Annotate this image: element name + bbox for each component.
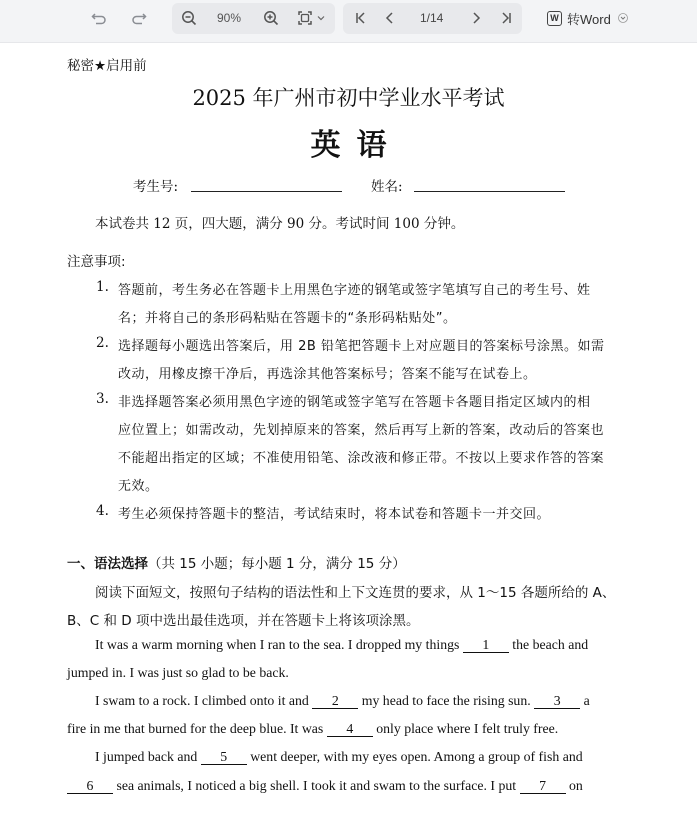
blank-5: 5 [201, 750, 247, 765]
first-page-button[interactable] [351, 0, 371, 36]
undo-icon [91, 11, 107, 25]
word-icon: W [547, 11, 562, 26]
subject-title: 英语 [310, 128, 403, 163]
instruction-line: 阅读下面短文，按照句子结构的语法性和上下文连贯的要求，从 1～15 各题所给的 A、 [95, 585, 616, 601]
notice-line: 答题前，考生务必在答题卡上用黑色字迹的钢笔或签字笔填写自己的考生号、姓 [118, 283, 591, 298]
notice-number: 3. [96, 391, 109, 407]
notice-line: 无效。 [118, 479, 159, 494]
notice-number: 2. [96, 335, 109, 351]
passage-text: went deeper, with my eyes open. Among a group of fish and [250, 749, 583, 764]
notice-line: 选择题每小题选出答案后，用 2B 铅笔把答题卡上对应题目的答案标号涂黑。如需 [118, 339, 605, 354]
section-title: 一、语法选择 [67, 556, 148, 572]
first-page-icon [355, 12, 367, 24]
passage-text: only place where I felt truly free. [376, 721, 559, 736]
blank-4: 4 [327, 722, 373, 737]
passage-text: my head to face the rising sun. [361, 693, 531, 708]
section-heading [67, 552, 406, 572]
passage-text: a [583, 693, 590, 708]
last-page-icon [500, 12, 512, 24]
passage-text: fire in me that burned for the deep blue. It was [67, 721, 324, 736]
passage-line [95, 693, 590, 709]
name-label: 姓名: [371, 179, 403, 195]
chevron-right-icon [471, 12, 481, 24]
passage-text: It was a warm morning when I ran to the sea. I dropped my things [95, 637, 460, 652]
zoom-out-button[interactable] [178, 0, 200, 36]
section-info: （共 15 小题；每小题 1 分，满分 15 分） [148, 556, 406, 572]
instruction-line: B、C 和 D 项中选出最佳选项，并在答题卡上将该项涂黑。 [67, 613, 420, 629]
name-field [414, 191, 565, 192]
passage-line [67, 721, 558, 737]
candidate-number-label: 考生号: [133, 179, 179, 195]
zoom-in-button[interactable] [260, 0, 282, 36]
chevron-down-icon [317, 15, 325, 21]
redo-button[interactable] [128, 0, 150, 36]
blank-6: 6 [67, 779, 113, 794]
notice-line: 非选择题答案必须用黑色字迹的钢笔或签字笔写在答题卡各题目指定区域内的相 [118, 395, 591, 410]
redo-icon [131, 11, 147, 25]
next-page-button[interactable] [466, 0, 486, 36]
passage-text: the beach and [512, 637, 589, 652]
exam-description: 本试卷共 12 页，四大题，满分 90 分。考试时间 100 分钟。 [95, 216, 465, 232]
convert-to-word-button[interactable] [547, 0, 628, 36]
viewer-toolbar [0, 0, 697, 43]
notice-number: 4. [96, 503, 109, 519]
notice-line: 应位置上；如需改动，先划掉原来的答案，然后再写上新的答案，改动后的答案也 [118, 423, 605, 438]
previous-page-button[interactable] [380, 0, 400, 36]
convert-to-word-label: 转Word [567, 11, 611, 27]
blank-3: 3 [534, 694, 580, 709]
chevron-left-icon [385, 12, 395, 24]
passage-text: sea animals, I noticed a big shell. I took it and swam to the surface. I put [116, 778, 517, 793]
blank-7: 7 [520, 779, 566, 794]
notice-line: 不能超出指定的区域；不准使用铅笔、涂改液和修正带。不按以上要求作答的答案 [118, 451, 605, 466]
blank-1: 1 [463, 638, 509, 653]
page-indicator[interactable]: 1/14 [420, 11, 444, 25]
notice-heading: 注意事项: [67, 254, 126, 270]
undo-button[interactable] [88, 0, 110, 36]
fit-page-icon [298, 11, 312, 25]
passage-text: I swam to a rock. I climbed onto it and [95, 693, 309, 708]
exam-title: 2025 年广州市初中学业水平考试 [192, 86, 505, 110]
passage-line [95, 637, 588, 653]
notice-line: 改动，用橡皮擦干净后，再选涂其他答案标号；答案不能写在试卷上。 [118, 367, 537, 382]
last-page-button[interactable] [496, 0, 516, 36]
secret-label: 秘密★启用前 [67, 58, 147, 74]
zoom-level[interactable]: 90% [217, 11, 242, 25]
fit-page-dropdown[interactable] [294, 0, 328, 36]
candidate-number-field [191, 191, 342, 192]
passage-text: on [568, 778, 583, 793]
notice-number: 1. [96, 279, 109, 295]
chevron-down-circle-icon [618, 13, 628, 23]
notice-line: 考生必须保持答题卡的整洁，考试结束时，将本试卷和答题卡一并交回。 [118, 507, 551, 522]
zoom-out-icon [181, 10, 197, 26]
passage-line [67, 778, 583, 794]
document-page [0, 42, 697, 813]
passage-line [95, 749, 583, 765]
passage-text: I jumped back and [95, 749, 198, 764]
zoom-in-icon [263, 10, 279, 26]
blank-2: 2 [312, 694, 358, 709]
passage-line: jumped in. I was just so glad to be back. [67, 665, 289, 680]
notice-line: 名；并将自己的条形码粘贴在答题卡的“条形码粘贴处”。 [118, 311, 457, 326]
